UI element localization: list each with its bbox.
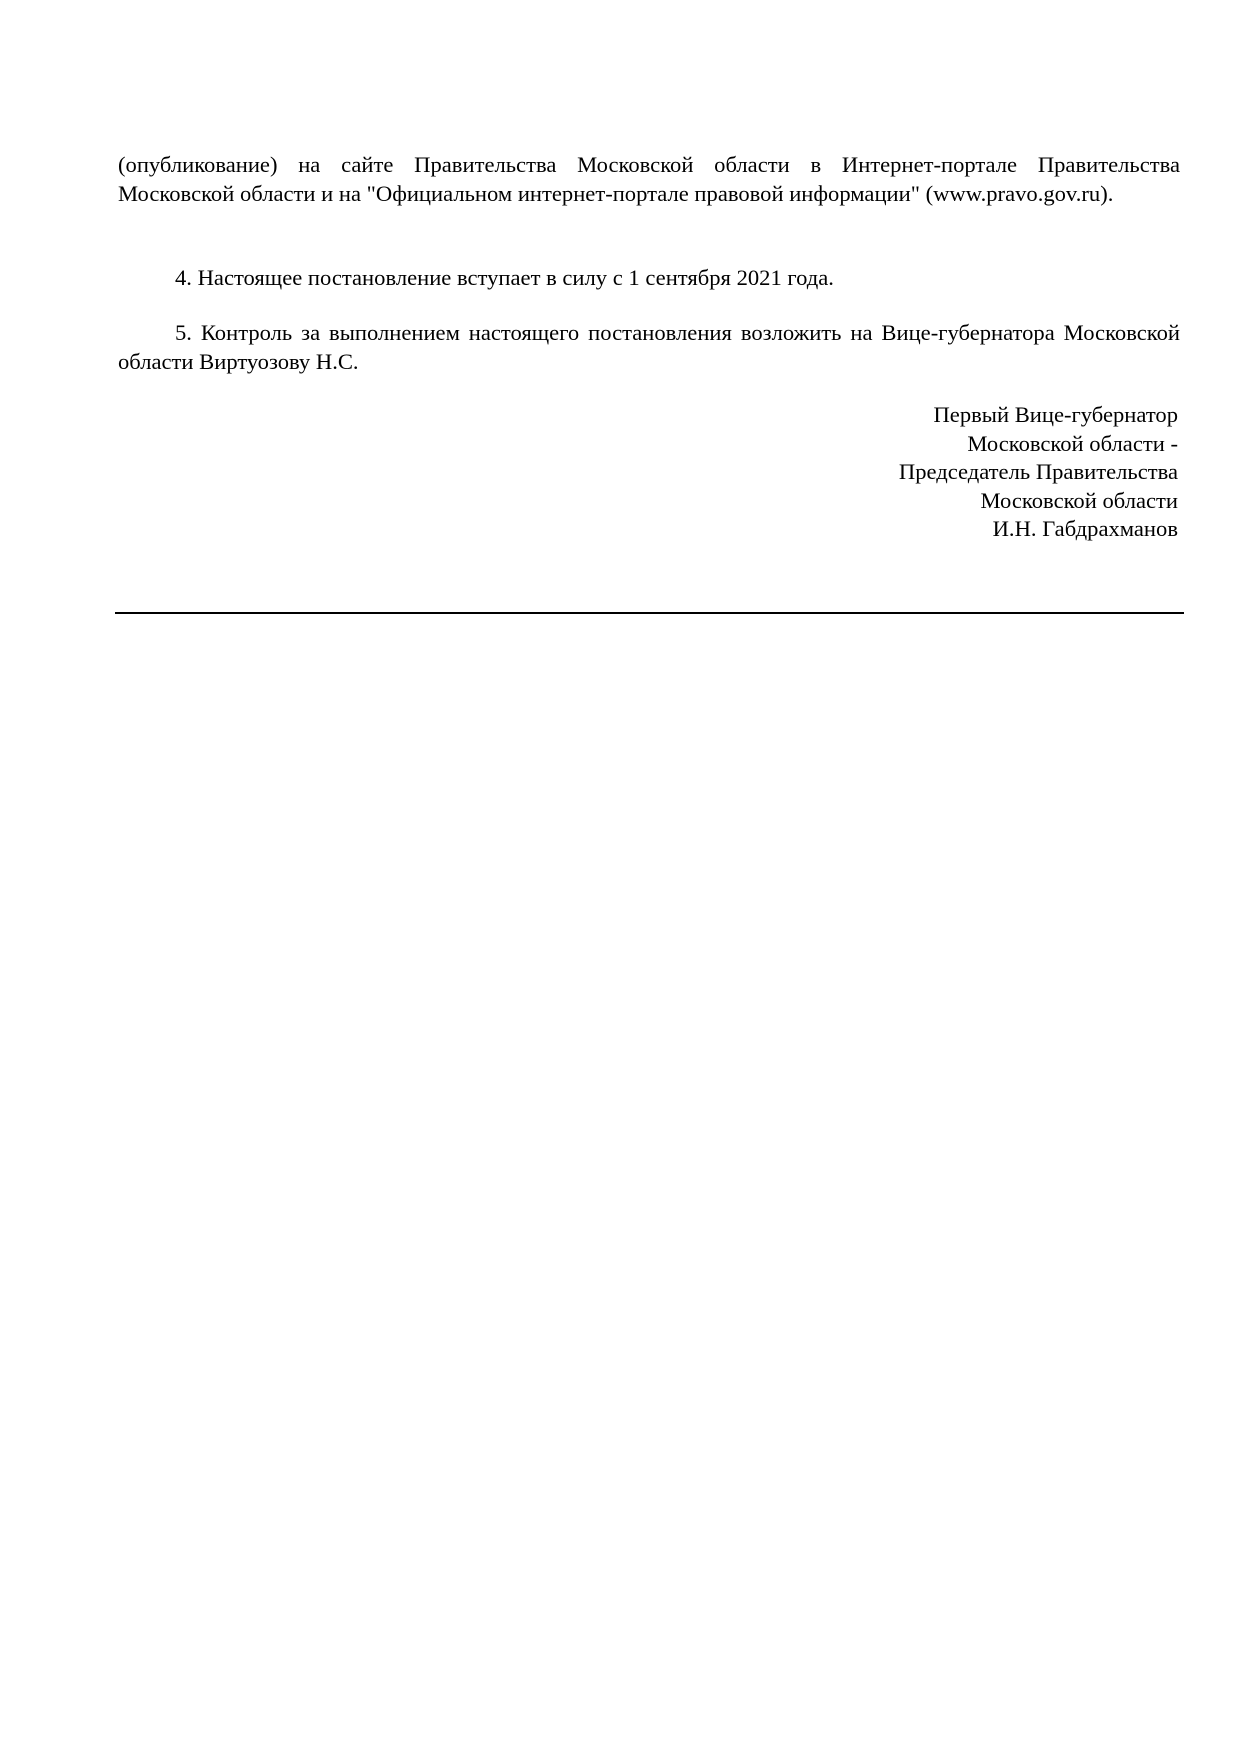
paragraph-publication: (опубликование) на сайте Правительства Московской области в Интернет-портале Правительства Московской области и на "Официальном интернет-портале правовой информации" (www.pravo.gov.ru). xyxy=(118,152,1180,206)
horizontal-divider xyxy=(115,612,1184,614)
signature-title-line-2: Московской области - xyxy=(967,430,1178,456)
paragraph-item-5-control: 5. Контроль за выполнением настоящего постановления возложить на Вице-губернатора Московской области Виртуозову Н.С. xyxy=(118,320,1180,374)
signature-title-line-1: Первый Вице-губернатор xyxy=(933,402,1178,427)
signature-title-line-4: Московской области xyxy=(980,487,1178,513)
signature-title-line-3: Председатель Правительства xyxy=(898,459,1178,484)
paragraph-item-4-effective-date: 4. Настоящее постановление вступает в силу с 1 сентября 2021 года. xyxy=(175,265,834,290)
signature-block xyxy=(778,401,1178,544)
signatory-name: И.Н. Габдрахманов xyxy=(992,516,1178,541)
